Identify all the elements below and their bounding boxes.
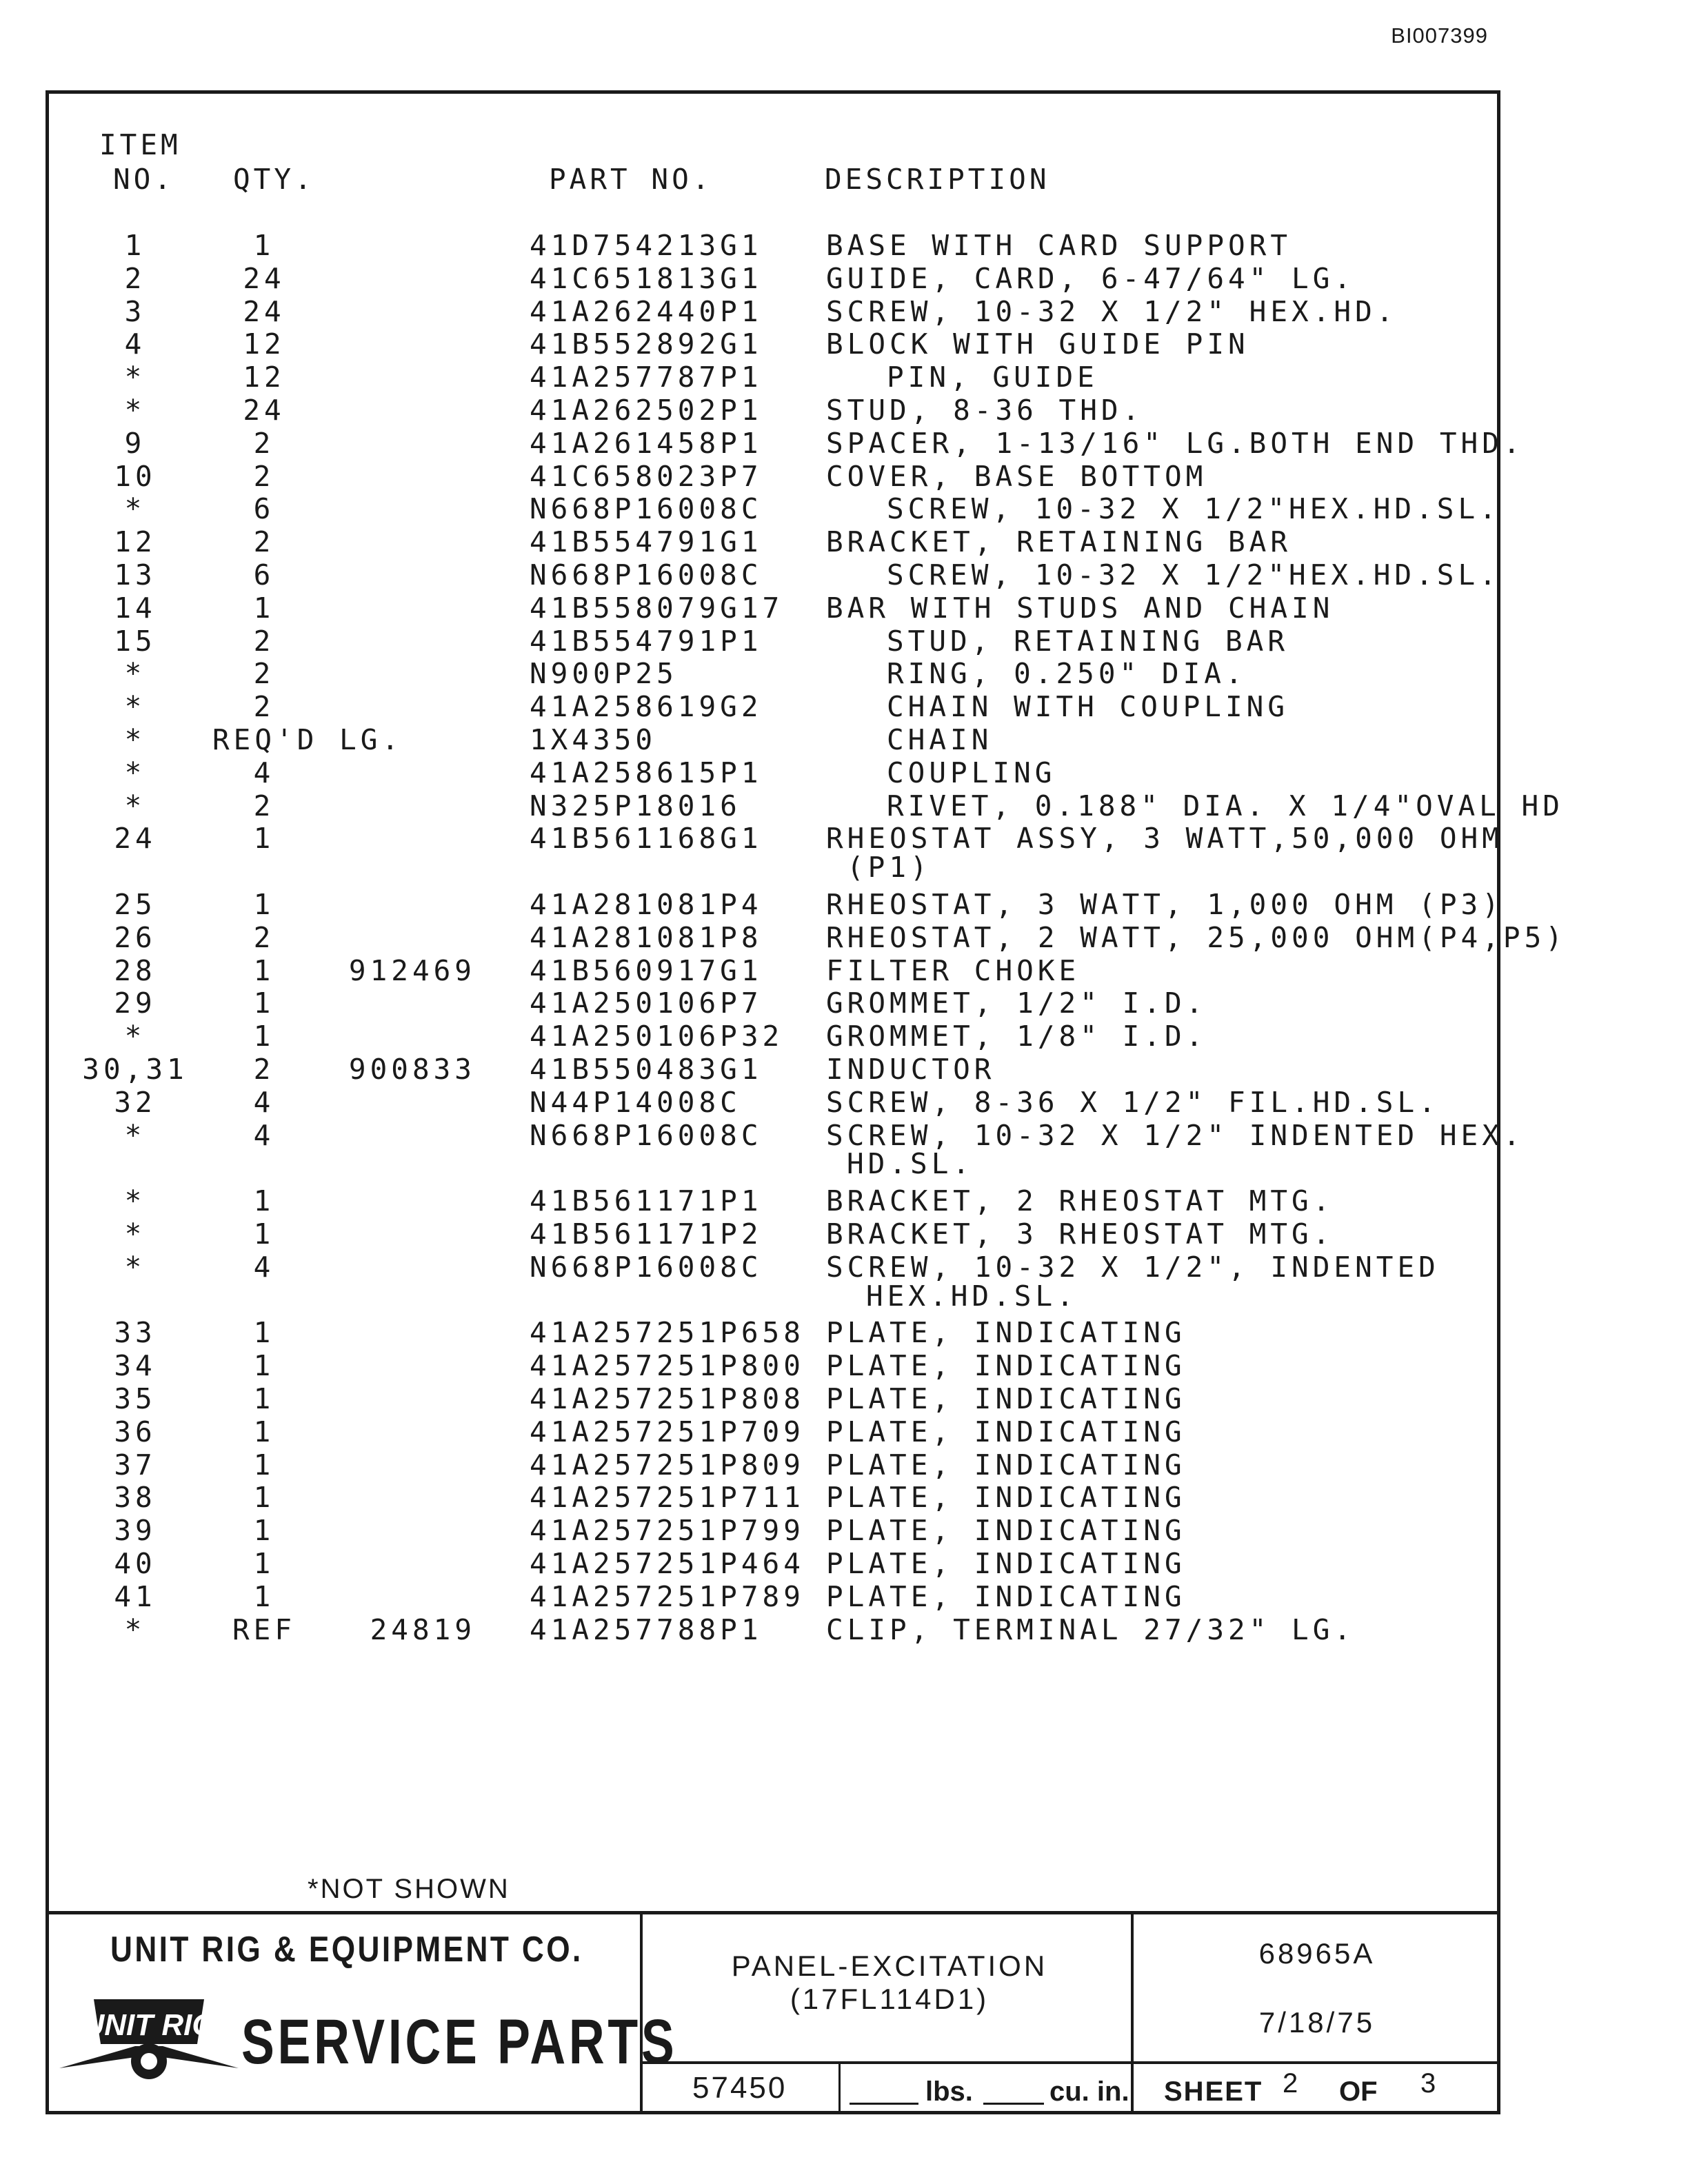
quantity: 4 xyxy=(253,1250,275,1284)
quantity: REF xyxy=(232,1612,297,1646)
service-parts-title: SERVICE PARTS xyxy=(241,2007,678,2077)
part-number: N900P25 xyxy=(530,657,678,691)
part-number: 41C658023P7 xyxy=(530,459,763,493)
table-row xyxy=(0,888,1503,921)
item-number: 30,31 xyxy=(82,1053,188,1086)
quantity: 1 xyxy=(253,1382,275,1415)
table-row xyxy=(0,920,1567,954)
part-number: N668P16008C xyxy=(530,492,763,526)
description: PLATE, INDICATING xyxy=(826,1481,1186,1515)
description: CHAIN xyxy=(887,723,993,756)
description: BRACKET, 2 RHEOSTAT MTG. xyxy=(826,1184,1334,1218)
item-number: * xyxy=(124,1612,146,1646)
table-row xyxy=(0,229,1503,262)
quantity: 1 xyxy=(253,1316,275,1350)
company-name: UNIT RIG & EQUIPMENT CO. xyxy=(110,1930,583,1970)
item-number: 14 xyxy=(114,591,157,625)
quantity: 2 xyxy=(253,657,275,691)
part-number: 41A261458P1 xyxy=(530,426,763,460)
quantity: 2 xyxy=(253,789,275,822)
quantity: 24 xyxy=(243,261,285,295)
part-number: 41A257251P809 xyxy=(530,1448,805,1482)
part-number: N325P18016 xyxy=(530,789,741,822)
description-continuation: HD.SL. xyxy=(847,1147,974,1181)
header-item: ITEM xyxy=(99,128,181,161)
table-row xyxy=(0,1217,1503,1251)
item-number: 33 xyxy=(114,1316,157,1350)
document-id: BI007399 xyxy=(1391,23,1488,48)
description: RIVET, 0.188" DIA. X 1/4"OVAL HD xyxy=(887,789,1564,822)
description-continuation: (P1) xyxy=(847,851,932,884)
item-number: 26 xyxy=(114,920,157,954)
header-item-no: NO. xyxy=(113,163,175,196)
quantity: 4 xyxy=(253,756,275,789)
table-row xyxy=(0,625,1503,658)
drawing-date: 7/18/75 xyxy=(1258,2006,1376,2039)
quantity: 1 xyxy=(253,1579,275,1613)
quantity: 2 xyxy=(253,525,275,559)
item-number: * xyxy=(124,756,146,789)
description: PLATE, INDICATING xyxy=(826,1579,1186,1613)
table-row xyxy=(0,558,1503,592)
item-number: * xyxy=(124,1250,146,1284)
description-continuation: HEX.HD.SL. xyxy=(866,1279,1078,1313)
part-number: 41B561171P2 xyxy=(530,1217,763,1251)
item-number: 25 xyxy=(114,888,157,921)
table-row xyxy=(0,1086,1503,1119)
description: SCREW, 10-32 X 1/2" HEX.HD. xyxy=(826,294,1398,328)
table-row xyxy=(0,1118,1525,1152)
table-row xyxy=(0,492,1503,525)
table-row xyxy=(0,361,1503,394)
part-number: 41B561168G1 xyxy=(530,822,763,856)
description: PLATE, INDICATING xyxy=(826,1547,1186,1580)
part-number: 41A262502P1 xyxy=(530,394,763,427)
part-number: 41A257251P808 xyxy=(530,1382,805,1415)
item-number: 24 xyxy=(114,822,157,856)
quantity: 2 xyxy=(253,690,275,724)
item-number: 36 xyxy=(114,1415,157,1448)
quantity: 6 xyxy=(253,558,275,592)
item-number: 32 xyxy=(114,1085,157,1119)
description: COUPLING xyxy=(887,756,1056,789)
item-number: 2 xyxy=(124,261,146,295)
part-number: 41A257251P800 xyxy=(530,1349,805,1383)
item-number: * xyxy=(124,1217,146,1251)
quantity: 1 xyxy=(253,1184,275,1218)
part-number: 41A281081P8 xyxy=(530,920,763,954)
description: STUD, RETAINING BAR xyxy=(887,624,1289,658)
table-row xyxy=(0,426,1525,460)
part-number: 41B554791G1 xyxy=(530,525,763,559)
table-row xyxy=(0,460,1503,493)
description: SCREW, 10-32 X 1/2"HEX.HD.SL. xyxy=(887,558,1500,592)
table-row xyxy=(0,954,1503,987)
table-row xyxy=(0,756,1503,789)
table-row xyxy=(0,1547,1503,1580)
table-row xyxy=(0,262,1503,295)
part-number: 41B550483G1 xyxy=(530,1053,763,1086)
table-row xyxy=(0,1349,1503,1382)
table-row xyxy=(0,1316,1503,1349)
title-block-bottom-rule xyxy=(640,2061,1500,2064)
item-number: 10 xyxy=(114,459,157,493)
quantity: 1 xyxy=(253,229,275,262)
table-row xyxy=(0,525,1503,558)
part-number: N668P16008C xyxy=(530,1250,763,1284)
description: STUD, 8-36 THD. xyxy=(826,394,1144,427)
drawing-title-line2: (17FL114D1) xyxy=(790,1983,989,2015)
description: BLOCK WITH GUIDE PIN xyxy=(826,327,1249,361)
item-number: 29 xyxy=(114,987,157,1020)
weight-unit-label: lbs. xyxy=(925,2076,973,2107)
description: PLATE, INDICATING xyxy=(826,1382,1186,1415)
table-row xyxy=(0,657,1503,690)
reference-number: 900833 xyxy=(348,1053,476,1086)
quantity: 1 xyxy=(253,1020,275,1053)
description: SCREW, 10-32 X 1/2"HEX.HD.SL. xyxy=(887,492,1500,526)
part-number: 41D754213G1 xyxy=(530,229,763,262)
volume-blank-line xyxy=(983,2103,1044,2105)
part-number: 41A257787P1 xyxy=(530,361,763,394)
table-row xyxy=(0,690,1503,723)
quantity: 2 xyxy=(253,459,275,493)
part-number: 41B561171P1 xyxy=(530,1184,763,1218)
item-number: 3 xyxy=(124,294,146,328)
sheet-total: 3 xyxy=(1420,2068,1436,2099)
part-number: 41B554791P1 xyxy=(530,624,763,658)
table-row xyxy=(0,789,1564,822)
reference-number: 24819 xyxy=(370,1612,476,1646)
title-block-lbs-divider xyxy=(838,2061,841,2114)
description: CLIP, TERMINAL 27/32" LG. xyxy=(826,1612,1356,1646)
quantity: 1 xyxy=(253,1349,275,1383)
item-number: * xyxy=(124,361,146,394)
description: SPACER, 1-13/16" LG.BOTH END THD. xyxy=(826,426,1525,460)
part-number: 41A257788P1 xyxy=(530,1612,763,1646)
description: RHEOSTAT, 2 WATT, 25,000 OHM(P4,P5) xyxy=(826,920,1567,954)
table-row xyxy=(0,1613,1503,1646)
drawing-title-line1: PANEL-EXCITATION xyxy=(731,1950,1048,1982)
item-number: * xyxy=(124,789,146,822)
description: RHEOSTAT ASSY, 3 WATT,50,000 OHM xyxy=(826,822,1503,856)
part-number: 41A257251P709 xyxy=(530,1415,805,1448)
table-row xyxy=(0,1251,1503,1284)
item-number: 41 xyxy=(114,1579,157,1613)
quantity: 1 xyxy=(253,888,275,921)
table-row xyxy=(0,1184,1503,1217)
part-number: 41A250106P7 xyxy=(530,987,763,1020)
item-number: 9 xyxy=(124,426,146,460)
header-qty: QTY. xyxy=(233,163,315,196)
table-row xyxy=(0,1053,1503,1086)
sheet-number: 2 xyxy=(1283,2068,1298,2099)
quantity: 1 xyxy=(253,1481,275,1515)
part-number: 41A257251P799 xyxy=(530,1514,805,1548)
quantity: 2 xyxy=(253,1053,275,1086)
table-row xyxy=(0,394,1503,427)
description: CHAIN WITH COUPLING xyxy=(887,690,1289,724)
table-row xyxy=(0,327,1503,361)
description: PIN, GUIDE xyxy=(887,361,1098,394)
description: PLATE, INDICATING xyxy=(826,1514,1186,1548)
quantity: 6 xyxy=(253,492,275,526)
description: PLATE, INDICATING xyxy=(826,1448,1186,1482)
description: PLATE, INDICATING xyxy=(826,1349,1186,1383)
table-row xyxy=(0,1382,1503,1415)
sheet-label: SHEET xyxy=(1164,2076,1263,2107)
item-number: * xyxy=(124,492,146,526)
description: GROMMET, 1/2" I.D. xyxy=(826,987,1207,1020)
table-row xyxy=(0,295,1503,328)
weight-blank-line xyxy=(850,2103,918,2105)
part-number: 41A258619G2 xyxy=(530,690,763,724)
table-row xyxy=(0,1415,1503,1448)
quantity: 24 xyxy=(243,294,285,328)
description: BRACKET, 3 RHEOSTAT MTG. xyxy=(826,1217,1334,1251)
title-block-divider-right xyxy=(1131,1911,1134,2114)
item-number: * xyxy=(124,1118,146,1152)
footnote-not-shown: *NOT SHOWN xyxy=(308,1874,510,1904)
table-row xyxy=(0,1580,1503,1613)
quantity: 2 xyxy=(253,426,275,460)
item-number: * xyxy=(124,1020,146,1053)
quantity: 1 xyxy=(253,591,275,625)
quantity: 1 xyxy=(253,1547,275,1580)
part-number: 41B552892G1 xyxy=(530,327,763,361)
table-row xyxy=(0,987,1503,1020)
table-row xyxy=(0,723,1503,756)
table-row xyxy=(0,592,1503,625)
item-number: 40 xyxy=(114,1547,157,1580)
part-number: 1X4350 xyxy=(530,723,657,756)
part-number: 41A257251P711 xyxy=(530,1481,805,1515)
quantity: 12 xyxy=(243,361,285,394)
description: GROMMET, 1/8" I.D. xyxy=(826,1020,1207,1053)
part-number: 41A257251P658 xyxy=(530,1316,805,1350)
part-number: 41A281081P4 xyxy=(530,888,763,921)
description: RING, 0.250" DIA. xyxy=(887,657,1247,691)
title-block-top-rule xyxy=(46,1911,1500,1914)
item-number: 35 xyxy=(114,1382,157,1415)
description: RHEOSTAT, 3 WATT, 1,000 OHM (P3) xyxy=(826,888,1503,921)
quantity: REQ'D LG. xyxy=(212,723,403,756)
quantity: 1 xyxy=(253,987,275,1020)
description: GUIDE, CARD, 6-47/64" LG. xyxy=(826,261,1356,295)
item-number: 15 xyxy=(114,624,157,658)
description: SCREW, 10-32 X 1/2" INDENTED HEX. xyxy=(826,1118,1525,1152)
description: SCREW, 10-32 X 1/2", INDENTED xyxy=(826,1250,1440,1284)
item-number: * xyxy=(124,723,146,756)
item-number: * xyxy=(124,657,146,691)
table-row xyxy=(0,1514,1503,1547)
reference-number: 912469 xyxy=(348,953,476,987)
quantity: 1 xyxy=(253,1415,275,1448)
item-number: 34 xyxy=(114,1349,157,1383)
drawing-number: 68965A xyxy=(1258,1937,1376,1970)
part-number: 41A250106P32 xyxy=(530,1020,784,1053)
description: BASE WITH CARD SUPPORT xyxy=(826,229,1292,262)
svg-text:UNIT RIG: UNIT RIG xyxy=(82,2008,216,2042)
table-row xyxy=(0,1481,1503,1514)
description: BRACKET, RETAINING BAR xyxy=(826,525,1292,559)
part-number: 41B558079G17 xyxy=(530,591,784,625)
part-number: 41B560917G1 xyxy=(530,953,763,987)
of-label: OF xyxy=(1339,2076,1378,2107)
quantity: 1 xyxy=(253,1514,275,1548)
part-number: N44P14008C xyxy=(530,1085,741,1119)
quantity: 1 xyxy=(253,1448,275,1482)
table-row xyxy=(0,1020,1503,1053)
table-row xyxy=(0,1448,1503,1482)
item-number: 12 xyxy=(114,525,157,559)
quantity: 24 xyxy=(243,394,285,427)
description: PLATE, INDICATING xyxy=(826,1415,1186,1448)
item-number: * xyxy=(124,394,146,427)
description: INDUCTOR xyxy=(826,1053,996,1086)
part-number: 41A258615P1 xyxy=(530,756,763,789)
description: SCREW, 8-36 X 1/2" FIL.HD.SL. xyxy=(826,1085,1440,1119)
item-number: 38 xyxy=(114,1481,157,1515)
table-row xyxy=(0,822,1503,855)
reference-number: 57450 xyxy=(692,2071,787,2105)
item-number: 1 xyxy=(124,229,146,262)
item-number: 4 xyxy=(124,327,146,361)
header-part-no: PART NO. xyxy=(549,163,713,196)
quantity: 1 xyxy=(253,1217,275,1251)
item-number: 28 xyxy=(114,953,157,987)
quantity: 2 xyxy=(253,624,275,658)
part-number: 41A262440P1 xyxy=(530,294,763,328)
description: FILTER CHOKE xyxy=(826,953,1081,987)
description: BAR WITH STUDS AND CHAIN xyxy=(826,591,1334,625)
part-number: 41C651813G1 xyxy=(530,261,763,295)
item-number: 13 xyxy=(114,558,157,592)
item-number: * xyxy=(124,1184,146,1218)
quantity: 1 xyxy=(253,822,275,856)
item-number: * xyxy=(124,690,146,724)
quantity: 12 xyxy=(243,327,285,361)
description: COVER, BASE BOTTOM xyxy=(826,459,1207,493)
part-number: N668P16008C xyxy=(530,558,763,592)
part-number: 41A257251P789 xyxy=(530,1579,805,1613)
quantity: 4 xyxy=(253,1085,275,1119)
quantity: 2 xyxy=(253,920,275,954)
quantity: 4 xyxy=(253,1118,275,1152)
part-number: N668P16008C xyxy=(530,1118,763,1152)
part-number: 41A257251P464 xyxy=(530,1547,805,1580)
unit-rig-logo xyxy=(59,1985,239,2089)
volume-unit-label: cu. in. xyxy=(1049,2076,1129,2107)
item-number: 37 xyxy=(114,1448,157,1482)
header-description: DESCRIPTION xyxy=(825,163,1050,196)
item-number: 39 xyxy=(114,1514,157,1548)
description: PLATE, INDICATING xyxy=(826,1316,1186,1350)
quantity: 1 xyxy=(253,953,275,987)
